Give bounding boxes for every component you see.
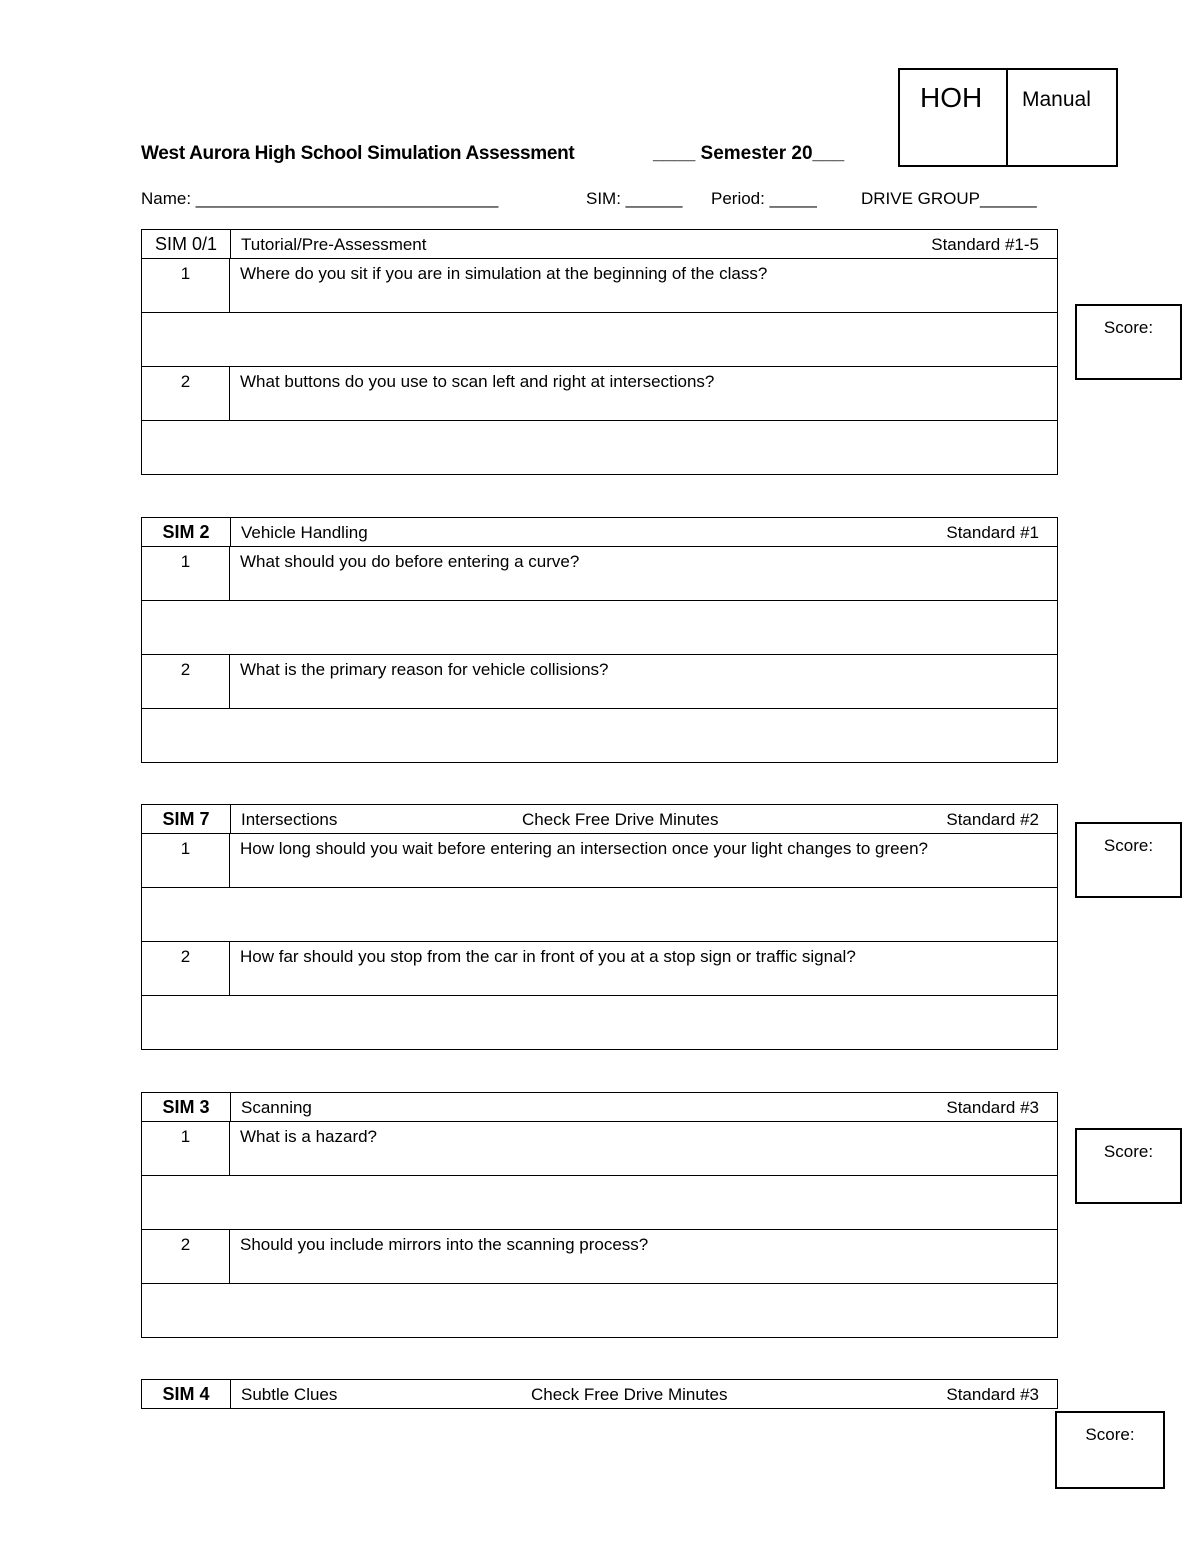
question-text: What is a hazard? <box>240 1127 378 1146</box>
section-sim-2 <box>141 517 1058 763</box>
question-number: 1 <box>142 547 230 600</box>
section-header <box>142 1093 1057 1122</box>
question-number: 2 <box>142 367 230 420</box>
question-number: 1 <box>142 259 230 312</box>
section-header <box>142 1380 1057 1408</box>
period-field: Period: _____ <box>711 189 817 208</box>
section-topic: Subtle Clues <box>241 1385 338 1404</box>
sim-number: SIM 2 <box>142 518 231 546</box>
sim-field: SIM: ______ <box>586 189 683 208</box>
section-standard: Standard #2 <box>946 810 1039 829</box>
question-row <box>142 1122 1057 1176</box>
section-standard: Standard #1 <box>946 523 1039 542</box>
manual-label: Manual <box>1022 88 1091 111</box>
question-text: Where do you sit if you are in simulation at the beginning of the class? <box>240 264 768 283</box>
question-number: 1 <box>142 834 230 887</box>
score-box[interactable]: Score: <box>1055 1411 1165 1489</box>
drive-group-field: DRIVE GROUP______ <box>861 189 1037 208</box>
question-number: 1 <box>142 1122 230 1175</box>
question-row <box>142 1230 1057 1284</box>
question-row <box>142 942 1057 996</box>
sim-number: SIM 0/1 <box>142 230 231 258</box>
question-text: How far should you stop from the car in front of you at a stop sign or traffic signal? <box>240 947 856 966</box>
answer-area[interactable] <box>142 888 1057 942</box>
section-sim-0-1 <box>141 229 1058 475</box>
score-box[interactable]: Score: <box>1075 822 1182 898</box>
check-free-drive-minutes: Check Free Drive Minutes <box>522 810 719 829</box>
hoh-label: HOH <box>900 70 1008 165</box>
question-number: 2 <box>142 655 230 708</box>
question-row <box>142 547 1057 601</box>
question-text: Should you include mirrors into the scanning process? <box>240 1235 649 1254</box>
question-row <box>142 655 1057 709</box>
section-sim-4 <box>141 1379 1058 1409</box>
question-row <box>142 367 1057 421</box>
section-header <box>142 230 1057 259</box>
section-topic: Intersections <box>241 810 338 829</box>
section-sim-3 <box>141 1092 1058 1338</box>
question-row <box>142 834 1057 888</box>
hoh-manual-box <box>898 68 1118 167</box>
score-box[interactable]: Score: <box>1075 1128 1182 1204</box>
section-topic: Vehicle Handling <box>241 523 368 542</box>
answer-area[interactable] <box>142 709 1057 762</box>
name-field: Name: ________________________________ <box>141 189 499 208</box>
section-header <box>142 805 1057 834</box>
check-free-drive-minutes: Check Free Drive Minutes <box>531 1385 728 1404</box>
answer-area[interactable] <box>142 1284 1057 1337</box>
answer-area[interactable] <box>142 421 1057 474</box>
question-text: What is the primary reason for vehicle collisions? <box>240 660 609 679</box>
section-standard: Standard #3 <box>946 1385 1039 1404</box>
question-number: 2 <box>142 1230 230 1283</box>
section-standard: Standard #3 <box>946 1098 1039 1117</box>
answer-area[interactable] <box>142 1176 1057 1230</box>
section-topic: Tutorial/Pre-Assessment <box>241 235 427 254</box>
sim-number: SIM 7 <box>142 805 231 833</box>
question-text: How long should you wait before entering an intersection once your light changes to green? <box>240 839 928 858</box>
score-box[interactable]: Score: <box>1075 304 1182 380</box>
section-topic: Scanning <box>241 1098 312 1117</box>
section-header <box>142 518 1057 547</box>
sim-number: SIM 4 <box>142 1380 231 1408</box>
question-row <box>142 259 1057 313</box>
question-text: What should you do before entering a curve? <box>240 552 580 571</box>
sim-number: SIM 3 <box>142 1093 231 1121</box>
question-number: 2 <box>142 942 230 995</box>
answer-area[interactable] <box>142 601 1057 655</box>
answer-area[interactable] <box>142 313 1057 367</box>
section-sim-7 <box>141 804 1058 1050</box>
answer-area[interactable] <box>142 996 1057 1049</box>
document-title: West Aurora High School Simulation Assessment <box>141 143 575 164</box>
section-standard: Standard #1-5 <box>931 235 1039 254</box>
question-text: What buttons do you use to scan left and right at intersections? <box>240 372 715 391</box>
semester-field: ____ Semester 20___ <box>653 143 845 164</box>
